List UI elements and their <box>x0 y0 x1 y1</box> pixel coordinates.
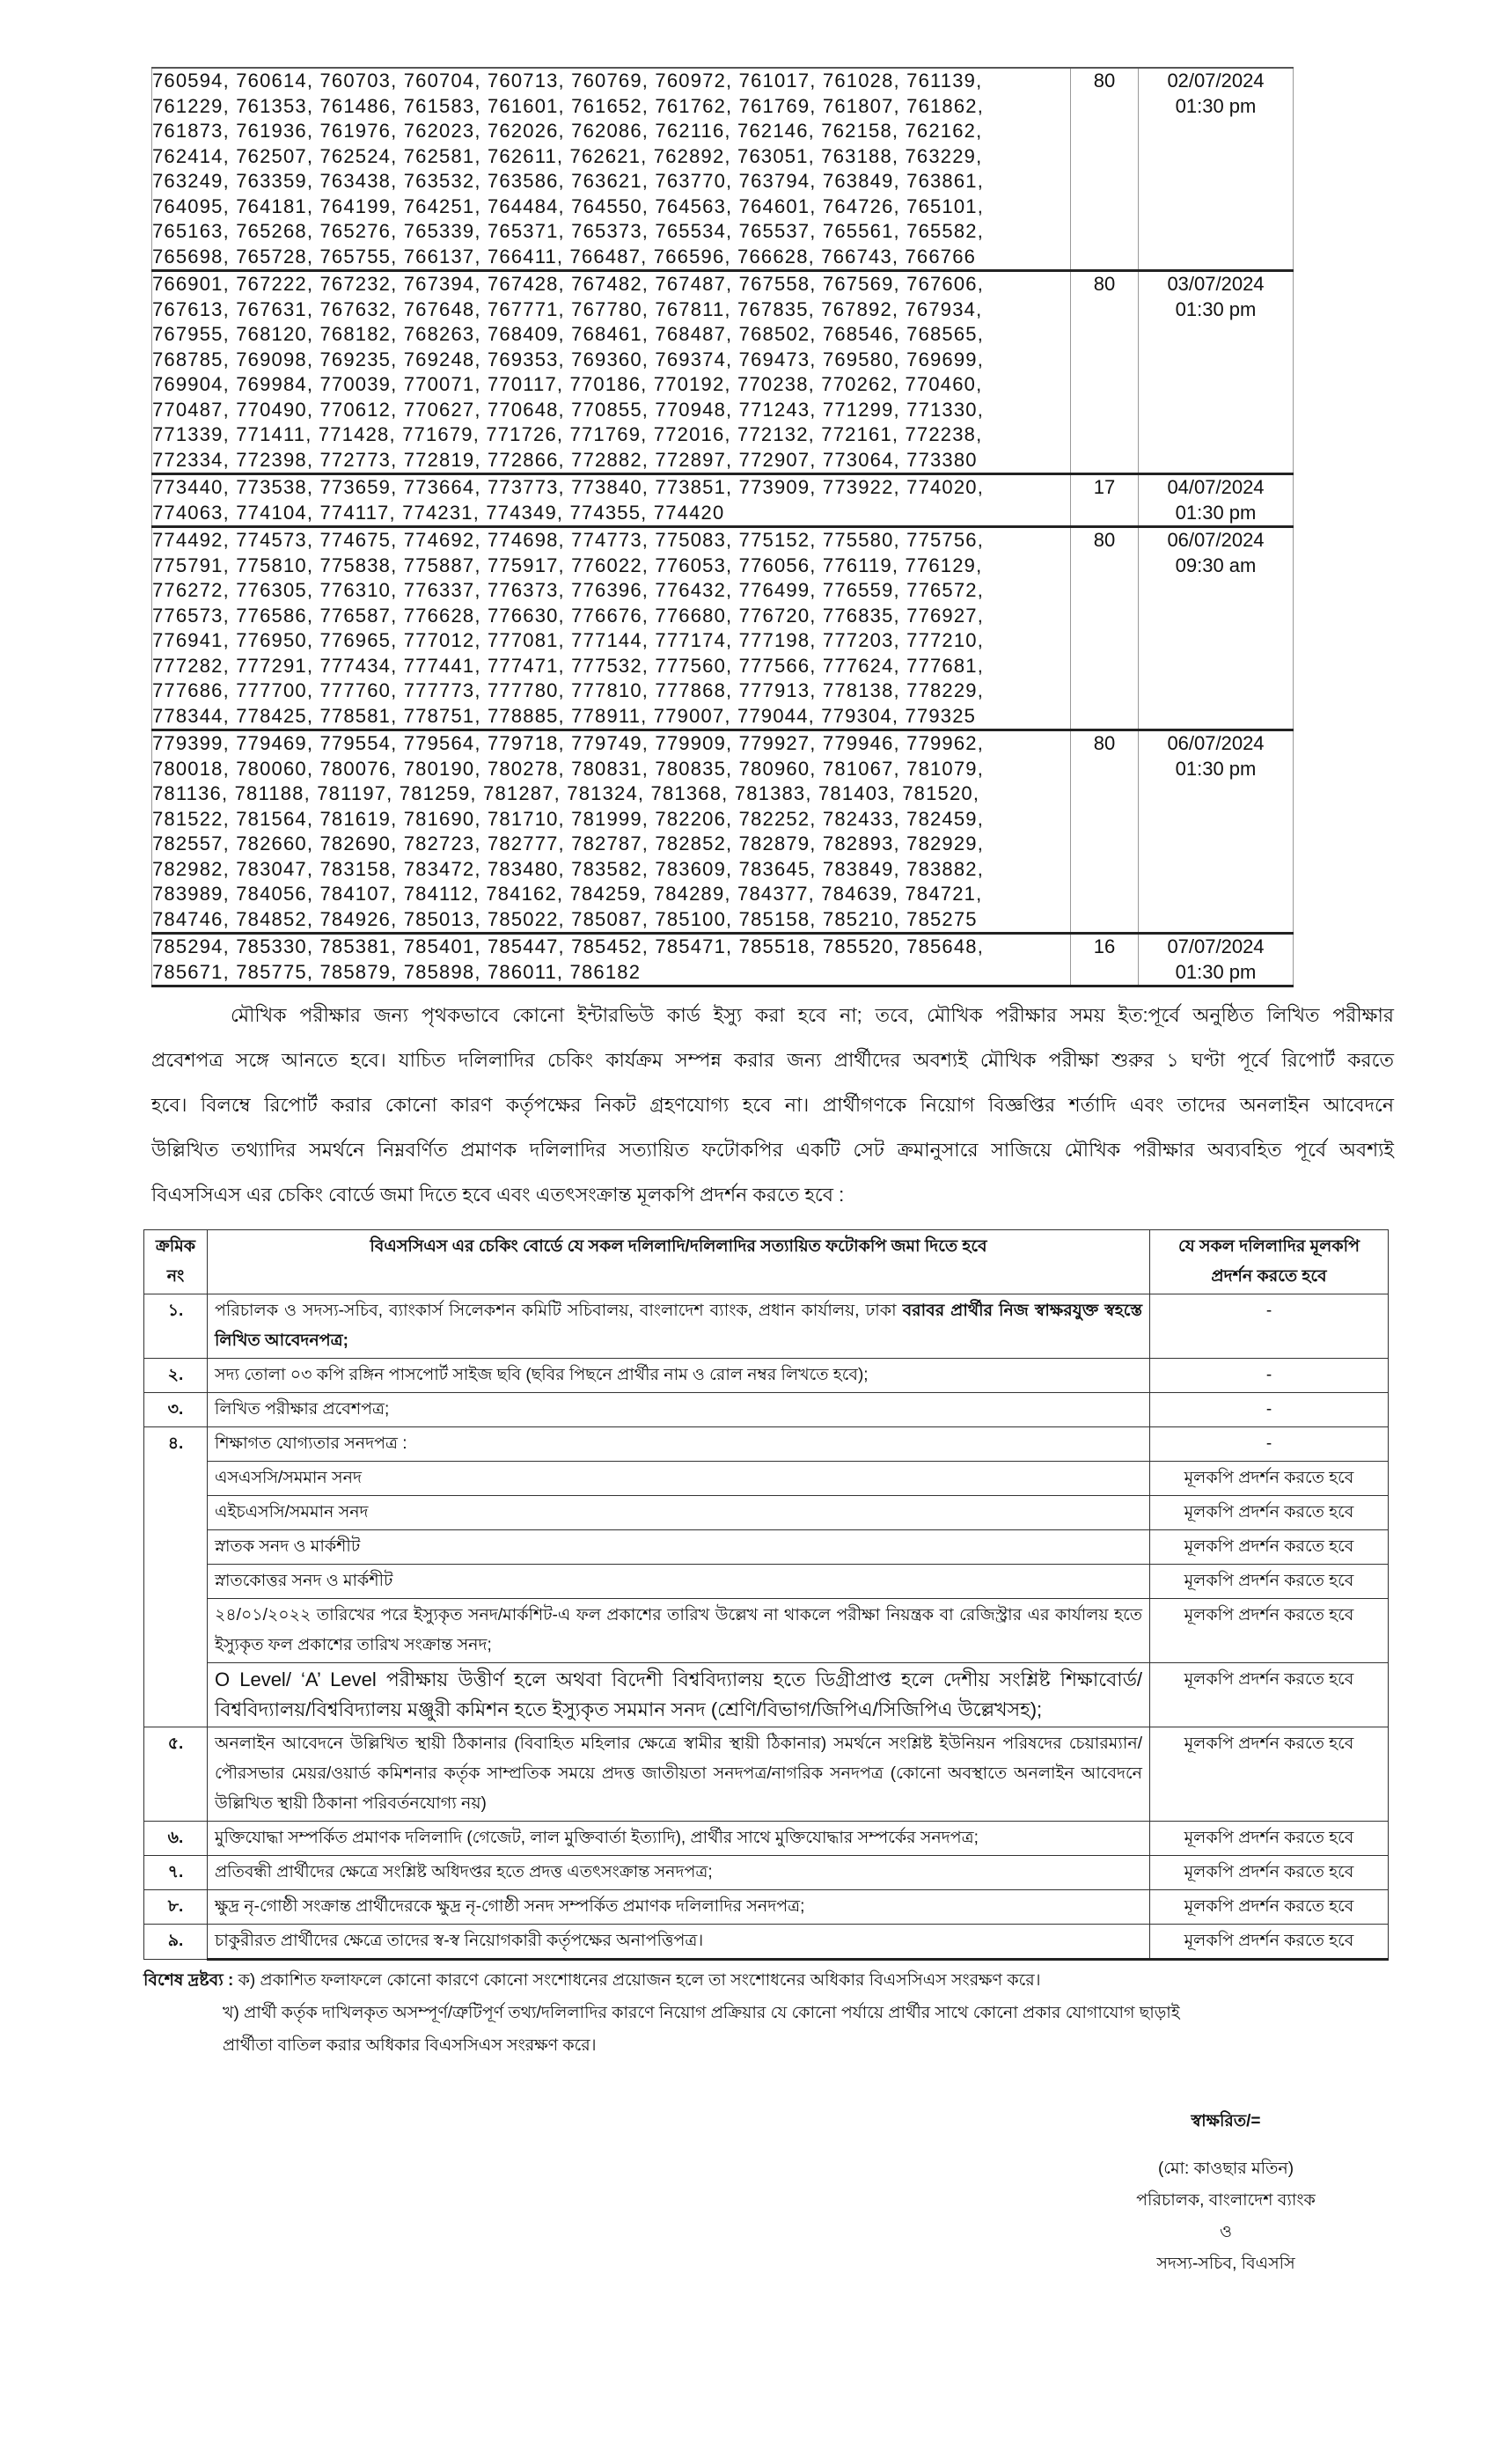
document-row <box>144 1727 1389 1822</box>
document-description: স্নাতক সনদ ও মার্কশীট <box>208 1530 1150 1565</box>
roll-numbers-line: 780018, 780060, 780076, 780190, 780278, 780831, 780835, 780960, 781067, 781079, <box>152 757 985 780</box>
roll-row <box>152 68 1294 271</box>
roll-numbers-line: 767613, 767631, 767632, 767648, 767771, 767780, 767811, 767835, 767892, 767934, <box>152 297 983 320</box>
roll-numbers-line: 767955, 768120, 768182, 768263, 768409, 768461, 768487, 768502, 768546, 768565, <box>152 323 985 345</box>
serial-number-empty <box>144 1496 208 1530</box>
instruction-line: মৌখিক পরীক্ষার জন্য পৃথকভাবে কোনো ইন্টারভিউ কার্ড ইস্যু করা হবে না; তবে, মৌখিক পরীক্ষার সময় ইত:পূর্বে অনুষ্ঠিত লিখিত পরীক্ষার <box>231 1004 1394 1026</box>
document-row <box>144 1925 1389 1960</box>
roll-numbers-line: 761873, 761936, 761976, 762023, 762026, 762086, 762116, 762146, 762158, 762162, <box>152 120 983 142</box>
original-required: মূলকপি প্রদর্শন করতে হবে <box>1150 1822 1389 1856</box>
roll-numbers-line: 771339, 771411, 771428, 771679, 771726, 771769, 772016, 772132, 772161, 772238, <box>152 423 983 445</box>
document-text: চাকুরীরত প্রার্থীদের ক্ষেত্রে তাদের স্ব-স্ব নিয়োগকারী কর্তৃপক্ষের অনাপত্তিপত্র। <box>215 1932 704 1950</box>
roll-numbers-line: 785294, 785330, 785381, 785401, 785447, 785452, 785471, 785518, 785520, 785648, <box>152 935 985 957</box>
original-required: - <box>1150 1359 1389 1393</box>
serial-number: ৩. <box>144 1393 208 1427</box>
document-description <box>208 1856 1150 1890</box>
header-original: যে সকল দলিলাদির মূলকপি প্রদর্শন করতে হবে <box>1150 1230 1389 1294</box>
document-text: অনলাইন আবেদনে উল্লিখিত স্থায়ী ঠিকানার (বিবাহিত মহিলার ক্ষেত্রে স্বামীর স্থায়ী ঠিকানার) সমর্থনে সংশ্লিষ্ট ইউনিয়ন পরিষদের চেয়ারম্যান/পৌরসভার মেয়র/ওয়ার্ড কমিশনার কর্তৃক সাম্প্রতিক সময়ে প্রদত্ত জাতীয়তা সনদপত্র/নাগরিক সনদপত্র (কোনো অবস্থাতে অনলাইন আবেদনে উল্লিখিত স্থায়ী ঠিকানা পরিবর্তনযোগ্য নয়) <box>215 1734 1142 1813</box>
signatory-designation-2: সদস্য-সচিব, বিএসসি <box>1156 2255 1295 2273</box>
document-text-bold: বরাবর প্রার্থীর নিজ স্বাক্ষরযুক্ত স্বহস্তে লিখিত আবেদনপত্র; <box>215 1302 1143 1350</box>
document-sub-row <box>144 1565 1389 1599</box>
required-documents-table <box>143 1229 1389 1961</box>
signature-block <box>1050 2106 1402 2280</box>
original-required: মূলকপি প্রদর্শন করতে হবে <box>1150 1565 1389 1599</box>
viva-date-time <box>1139 730 1294 934</box>
roll-numbers-cell <box>152 934 1071 986</box>
original-required: মূলকপি প্রদর্শন করতে হবে <box>1150 1925 1389 1960</box>
roll-row <box>152 271 1294 474</box>
roll-numbers-line: 766901, 767222, 767232, 767394, 767428, 767482, 767487, 767558, 767569, 767606, <box>152 273 985 295</box>
signatory-conjunction: ও <box>1220 2223 1232 2241</box>
roll-numbers-line: 777282, 777291, 777434, 777441, 777471, 777532, 777560, 777566, 777624, 777681, <box>152 654 985 677</box>
instruction-line: হবে। বিলম্বে রিপোর্ট করার কোনো কারণ কর্তৃপক্ষের নিকট গ্রহণযোগ্য হবে না। প্রার্থীগণকে নিয়োগ বিজ্ঞপ্তির শর্তাদি এবং তাদের অনলাইন আবেদনে <box>151 1094 1394 1116</box>
viva-date-time <box>1139 934 1294 986</box>
document-description: এইচএসসি/সমমান সনদ <box>208 1496 1150 1530</box>
roll-numbers-line: 769904, 769984, 770039, 770071, 770117, 770186, 770192, 770238, 770262, 770460, <box>152 373 983 395</box>
serial-number-empty <box>144 1663 208 1727</box>
candidate-count: 80 <box>1071 271 1139 474</box>
roll-numbers-cell <box>152 730 1071 934</box>
viva-instructions-paragraph <box>151 993 1394 1217</box>
roll-numbers-cell <box>152 68 1071 271</box>
roll-row <box>152 730 1294 934</box>
candidate-count: 17 <box>1071 474 1139 527</box>
viva-time: 01:30 pm <box>1175 960 1257 983</box>
roll-numbers-line: 784746, 784852, 784926, 785013, 785022, 785087, 785100, 785158, 785210, 785275 <box>152 907 978 930</box>
document-row <box>144 1822 1389 1856</box>
roll-numbers-cell <box>152 271 1071 474</box>
viva-date-time <box>1139 271 1294 474</box>
document-text: সদ্য তোলা ০৩ কপি রঙ্গিন পাসপোর্ট সাইজ ছবি (ছবির পিছনে প্রার্থীর নাম ও রোল নম্বর লিখতে হবে); <box>215 1366 869 1384</box>
viva-time: 01:30 pm <box>1175 757 1257 780</box>
roll-numbers-cell <box>152 527 1071 730</box>
document-sub-row <box>144 1496 1389 1530</box>
instruction-line: প্রবেশপত্র সঙ্গে আনতে হবে। যাচিত দলিলাদির চেকিং কার্যক্রম সম্পন্ন করার জন্য প্রার্থীদের অবশ্যই মৌখিক পরীক্ষা শুরুর ১ ঘণ্টা পূর্বে রিপোর্ট করতে <box>151 1049 1394 1071</box>
roll-row <box>152 934 1294 986</box>
document-text: প্রতিবন্ধী প্রার্থীদের ক্ষেত্রে সংশ্লিষ্ট অধিদপ্তর হতে প্রদত্ত এতৎসংক্রান্ত সনদপত্র; <box>215 1863 713 1881</box>
roll-numbers-line: 782982, 783047, 783158, 783472, 783480, 783582, 783609, 783645, 783849, 783882, <box>152 857 985 880</box>
document-description: স্নাতকোত্তর সনদ ও মার্কশীট <box>208 1565 1150 1599</box>
special-notes <box>143 1964 1388 2062</box>
viva-date: 04/07/2024 <box>1167 476 1265 498</box>
note-b-line1: খ) প্রার্থী কর্তৃক দাখিলকৃত অসম্পূর্ণ/ত্রুটিপূর্ণ তথ্য/দলিলাদির কারণে নিয়োগ প্রক্রিয়ার যে কোনো পর্যায়ে প্রার্থীর সাথে কোনো প্রকার যোগাযোগ ছাড়াই <box>223 2004 1180 2022</box>
serial-number: ২. <box>144 1359 208 1393</box>
serial-number: ৫. <box>144 1727 208 1822</box>
original-required: - <box>1150 1393 1389 1427</box>
document-description <box>208 1822 1150 1856</box>
viva-date: 02/07/2024 <box>1167 70 1265 92</box>
viva-time: 01:30 pm <box>1175 501 1257 524</box>
roll-numbers-line: 763249, 763359, 763438, 763532, 763586, 763621, 763770, 763794, 763849, 763861, <box>152 170 985 192</box>
roll-numbers-line: 773440, 773538, 773659, 773664, 773773, 773840, 773851, 773909, 773922, 774020, <box>152 476 985 498</box>
roll-numbers-line: 776941, 776950, 776965, 777012, 777081, 777144, 777174, 777198, 777203, 777210, <box>152 629 985 651</box>
original-required: মূলকপি প্রদর্শন করতে হবে <box>1150 1462 1389 1496</box>
document-row <box>144 1890 1389 1925</box>
serial-number: ৪. <box>144 1427 208 1462</box>
roll-row <box>152 527 1294 730</box>
viva-date-time <box>1139 527 1294 730</box>
viva-date: 07/07/2024 <box>1167 935 1265 957</box>
roll-numbers-line: 761229, 761353, 761486, 761583, 761601, 761652, 761762, 761769, 761807, 761862, <box>152 94 985 117</box>
roll-numbers-line: 779399, 779469, 779554, 779564, 779718, 779749, 779909, 779927, 779946, 779962, <box>152 732 985 754</box>
viva-date: 06/07/2024 <box>1167 732 1265 754</box>
roll-numbers-line: 775791, 775810, 775838, 775887, 775917, 776022, 776053, 776056, 776119, 776129, <box>152 554 983 576</box>
serial-number-empty <box>144 1565 208 1599</box>
viva-date-time <box>1139 68 1294 271</box>
original-required: মূলকপি প্রদর্শন করতে হবে <box>1150 1727 1389 1822</box>
document-description <box>208 1427 1150 1462</box>
serial-number: ৬. <box>144 1822 208 1856</box>
serial-number: ৮. <box>144 1890 208 1925</box>
original-required: - <box>1150 1294 1389 1359</box>
document-row <box>144 1856 1389 1890</box>
serial-number: ৯. <box>144 1925 208 1960</box>
document-description <box>208 1925 1150 1960</box>
roll-numbers-line: 776573, 776586, 776587, 776628, 776630, 776676, 776680, 776720, 776835, 776927, <box>152 604 985 627</box>
original-required: মূলকপি প্রদর্শন করতে হবে <box>1150 1890 1389 1925</box>
document-description <box>208 1294 1150 1359</box>
note-a: ক) প্রকাশিত ফলাফলে কোনো কারণে কোনো সংশোধনের প্রয়োজন হলে তা সংশোধনের অধিকার বিএসসিএস সংরক্ষণ করে। <box>238 1971 1041 1990</box>
document-description: ২৪/০১/২০২২ তারিখের পরে ইস্যুকৃত সনদ/মার্কশিট-এ ফল প্রকাশের তারিখ উল্লেখ না থাকলে পরীক্ষা নিয়ন্ত্রক বা রেজিস্ট্রার এর কার্যালয় হতে ইস্যুকৃত ফল প্রকাশের তারিখ সংক্রান্ত সনদ; <box>208 1599 1150 1663</box>
roll-numbers-line: 760594, 760614, 760703, 760704, 760713, 760769, 760972, 761017, 761028, 761139, <box>152 70 983 92</box>
viva-time: 01:30 pm <box>1175 297 1257 320</box>
roll-numbers-line: 782557, 782660, 782690, 782723, 782777, 782787, 782852, 782879, 782893, 782929, <box>152 832 985 854</box>
roll-numbers-line: 778344, 778425, 778581, 778751, 778885, 778911, 779007, 779044, 779304, 779325 <box>152 704 977 727</box>
signatory-name: (মো: কাওছার মতিন) <box>1157 2160 1294 2178</box>
roll-numbers-line: 765698, 765728, 765755, 766137, 766411, 766487, 766596, 766628, 766743, 766766 <box>152 245 977 268</box>
viva-date: 06/07/2024 <box>1167 529 1265 551</box>
header-photocopy: বিএসসিএস এর চেকিং বোর্ডে যে সকল দলিলাদি/দলিলাদির সত্যায়িত ফটোকপি জমা দিতে হবে <box>208 1230 1150 1294</box>
document-sub-row <box>144 1663 1389 1727</box>
serial-number: ৭. <box>144 1856 208 1890</box>
roll-schedule-table <box>151 67 1294 987</box>
document-row <box>144 1294 1389 1359</box>
roll-numbers-line: 764095, 764181, 764199, 764251, 764484, 764550, 764563, 764601, 764726, 765101, <box>152 194 985 217</box>
viva-date: 03/07/2024 <box>1167 273 1265 295</box>
roll-numbers-line: 781522, 781564, 781619, 781690, 781710, 781999, 782206, 782252, 782433, 782459, <box>152 807 985 830</box>
original-required: - <box>1150 1427 1389 1462</box>
signatory-designation-1: পরিচালক, বাংলাদেশ ব্যাংক <box>1136 2191 1316 2210</box>
instruction-line: উল্লিখিত তথ্যাদির সমর্থনে নিম্নবর্ণিত প্রমাণক দলিলাদির সত্যায়িত ফটোকপির একটি সেট ক্রমানুসারে সাজিয়ে মৌখিক পরীক্ষার অব্যবহিত পূর্বে অবশ্যই <box>151 1139 1394 1161</box>
original-required: মূলকপি প্রদর্শন করতে হবে <box>1150 1496 1389 1530</box>
document-text: মুক্তিযোদ্ধা সম্পর্কিত প্রমাণক দলিলাদি (গেজেট, লাল মুক্তিবার্তা ইত্যাদি), প্রার্থীর সাথে মুক্তিযোদ্ধার সম্পর্কের সনদপত্র; <box>215 1829 979 1847</box>
document-sub-row <box>144 1599 1389 1663</box>
roll-numbers-line: 774063, 774104, 774117, 774231, 774349, 774355, 774420 <box>152 501 725 524</box>
candidate-count: 80 <box>1071 527 1139 730</box>
note-b-line2: প্রার্থীতা বাতিল করার অধিকার বিএসসিএস সংরক্ষণ করে। <box>223 2036 597 2055</box>
document-text: লিখিত পরীক্ষার প্রবেশপত্র; <box>215 1400 390 1419</box>
original-required: মূলকপি প্রদর্শন করতে হবে <box>1150 1856 1389 1890</box>
roll-numbers-line: 777686, 777700, 777760, 777773, 777780, 777810, 777868, 777913, 778138, 778229, <box>152 679 985 701</box>
candidate-count: 80 <box>1071 730 1139 934</box>
document-description: O Level/ ‘A’ Level পরীক্ষায় উত্তীর্ণ হলে অথবা বিদেশী বিশ্ববিদ্যালয় হতে ডিগ্রীপ্রাপ্ত হলে দেশীয় সংশ্লিষ্ট শিক্ষাবোর্ড/বিশ্ববিদ্যালয়/বিশ্ববিদ্যালয় মঞ্জুরী কমিশন হতে ইস্যুকৃত সমমান সনদ (শ্রেণি/বিভাগ/জিপিএ/সিজিপিএ উল্লেখসহ); <box>208 1663 1150 1727</box>
roll-numbers-cell <box>152 474 1071 527</box>
roll-numbers-line: 785671, 785775, 785879, 785898, 786011, 786182 <box>152 960 642 983</box>
document-description <box>208 1727 1150 1822</box>
serial-number-empty <box>144 1599 208 1663</box>
roll-numbers-line: 762414, 762507, 762524, 762581, 762611, 762621, 762892, 763051, 763188, 763229, <box>152 144 983 167</box>
document-row <box>144 1427 1389 1462</box>
document-row <box>144 1359 1389 1393</box>
document-description <box>208 1359 1150 1393</box>
serial-number-empty <box>144 1530 208 1565</box>
document-description: এসএসসি/সমমান সনদ <box>208 1462 1150 1496</box>
roll-numbers-line: 772334, 772398, 772773, 772819, 772866, 772882, 772897, 772907, 773064, 773380 <box>152 448 978 471</box>
document-text: পরিচালক ও সদস্য-সচিব, ব্যাংকার্স সিলেকশন কমিটি সচিবালয়, বাংলাদেশ ব্যাংক, প্রধান কার্যালয়, ঢাকা <box>215 1302 903 1320</box>
document-description <box>208 1890 1150 1925</box>
document-text: শিক্ষাগত যোগ্যতার সনদপত্র : <box>215 1434 407 1453</box>
document-text: ক্ষুদ্র নৃ-গোষ্ঠী সংক্রান্ত প্রার্থীদেরকে ক্ষুদ্র নৃ-গোষ্ঠী সনদ সম্পর্কিত প্রমাণক দলিলাদির সনদপত্র; <box>215 1897 805 1916</box>
viva-date-time <box>1139 474 1294 527</box>
candidate-count: 80 <box>1071 68 1139 271</box>
roll-numbers-line: 774492, 774573, 774675, 774692, 774698, 774773, 775083, 775152, 775580, 775756, <box>152 529 985 551</box>
document-row <box>144 1393 1389 1427</box>
instruction-line: বিএসসিএস এর চেকিং বোর্ডে জমা দিতে হবে এবং এতৎসংক্রান্ত মূলকপি প্রদর্শন করতে হবে : <box>151 1184 845 1206</box>
serial-number: ১. <box>144 1294 208 1359</box>
roll-numbers-line: 781136, 781188, 781197, 781259, 781287, 781324, 781368, 781383, 781403, 781520, <box>152 782 980 804</box>
original-required: মূলকপি প্রদর্শন করতে হবে <box>1150 1663 1389 1727</box>
notes-label: বিশেষ দ্রষ্টব্য : <box>143 1971 234 1990</box>
candidate-count: 16 <box>1071 934 1139 986</box>
roll-numbers-line: 770487, 770490, 770612, 770627, 770648, 770855, 770948, 771243, 771299, 771330, <box>152 398 985 421</box>
roll-numbers-line: 768785, 769098, 769235, 769248, 769353, 769360, 769374, 769473, 769580, 769699, <box>152 348 985 370</box>
signed-label: স্বাক্ষরিত/= <box>1191 2112 1261 2130</box>
viva-time: 01:30 pm <box>1175 94 1257 117</box>
serial-number-empty <box>144 1462 208 1496</box>
original-required: মূলকপি প্রদর্শন করতে হবে <box>1150 1530 1389 1565</box>
original-required: মূলকপি প্রদর্শন করতে হবে <box>1150 1599 1389 1663</box>
document-sub-row <box>144 1530 1389 1565</box>
document-description <box>208 1393 1150 1427</box>
document-sub-row <box>144 1462 1389 1496</box>
roll-numbers-line: 783989, 784056, 784107, 784112, 784162, 784259, 784289, 784377, 784639, 784721, <box>152 883 983 905</box>
viva-time: 09:30 am <box>1175 554 1257 576</box>
roll-row <box>152 474 1294 527</box>
header-serial: ক্রমিক নং <box>144 1230 208 1294</box>
roll-numbers-line: 765163, 765268, 765276, 765339, 765371, 765373, 765534, 765537, 765561, 765582, <box>152 220 985 242</box>
roll-numbers-line: 776272, 776305, 776310, 776337, 776373, 776396, 776432, 776499, 776559, 776572, <box>152 579 985 601</box>
